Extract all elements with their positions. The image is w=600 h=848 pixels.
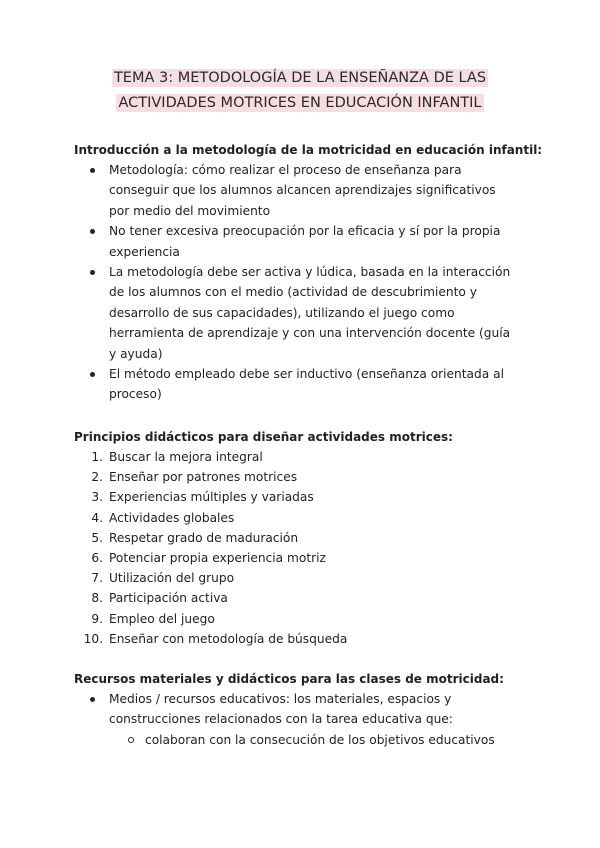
list-text: Participación activa — [109, 591, 228, 606]
intro-section — [74, 140, 544, 405]
list-number: 4. — [91, 510, 103, 525]
text-line: desarrollo de sus capacidades), utilizando el juego como — [109, 305, 455, 320]
intro-bullet-list — [74, 160, 544, 405]
list-number: 3. — [91, 490, 103, 505]
text-line: No tener excesiva preocupación por la eficacia y sí por la propia — [109, 224, 501, 239]
document-title — [0, 66, 600, 116]
list-item — [74, 629, 544, 649]
list-number: 7. — [91, 571, 103, 586]
list-item — [74, 467, 544, 487]
list-text: Enseñar por patrones motrices — [109, 470, 298, 485]
list-item — [74, 221, 544, 262]
recursos-sub-list — [74, 730, 544, 750]
text-line: La metodología debe ser activa y lúdica, basada en la interacción — [109, 265, 511, 280]
bullet-dot-icon — [90, 270, 95, 275]
list-number: 10. — [83, 631, 103, 646]
list-item — [74, 568, 544, 588]
list-item — [74, 447, 544, 467]
text-line: colaboran con la consecución de los objetivos educativos — [145, 732, 495, 747]
title-line-2: ACTIVIDADES MOTRICES EN EDUCACIÓN INFANTIL — [118, 95, 482, 111]
list-text: Utilización del grupo — [109, 571, 235, 586]
bullet-dot-icon — [90, 697, 95, 702]
text-line: por medio del movimiento — [109, 203, 271, 218]
principios-list — [74, 447, 544, 649]
list-number: 9. — [91, 611, 103, 626]
principios-heading: Principios didácticos para diseñar actividades motrices: — [74, 430, 453, 444]
text-line: experiencia — [109, 244, 180, 259]
list-text: Enseñar con metodología de búsqueda — [109, 631, 348, 646]
sub-list-item — [74, 730, 544, 750]
text-line: proceso) — [109, 387, 162, 402]
list-number: 2. — [91, 470, 103, 485]
bullet-dot-icon — [90, 372, 95, 377]
recursos-heading: Recursos materiales y didácticos para las clases de motricidad: — [74, 672, 504, 686]
text-line: y ayuda) — [109, 346, 163, 361]
title-line-1: TEMA 3: METODOLOGÍA DE LA ENSEÑANZA DE LAS — [113, 70, 487, 86]
text-line: Medios / recursos educativos: los materiales, espacios y — [109, 692, 452, 706]
list-item — [74, 689, 544, 730]
list-number: 5. — [91, 530, 103, 545]
list-text: Empleo del juego — [109, 611, 215, 626]
text-line: conseguir que los alumnos alcancen aprendizajes significativos — [109, 183, 496, 198]
list-number: 6. — [91, 551, 103, 566]
intro-heading: Introducción a la metodología de la motricidad en educación infantil: — [74, 143, 543, 157]
list-item — [74, 262, 544, 364]
list-item — [74, 160, 544, 221]
list-text: Potenciar propia experiencia motriz — [109, 551, 326, 566]
bullet-dot-icon — [90, 229, 95, 234]
list-text: Experiencias múltiples y variadas — [109, 490, 314, 505]
list-item — [74, 548, 544, 568]
list-item — [74, 487, 544, 507]
list-item — [74, 609, 544, 629]
list-number: 1. — [91, 450, 103, 464]
text-line: de los alumnos con el medio (actividad de descubrimiento y — [109, 285, 477, 300]
recursos-section — [74, 669, 544, 750]
list-item — [74, 588, 544, 608]
recursos-bullet-list — [74, 689, 544, 730]
text-line: construcciones relacionados con la tarea educativa que: — [109, 712, 453, 727]
bullet-dot-icon — [90, 168, 95, 173]
list-item — [74, 508, 544, 528]
list-number: 8. — [91, 591, 103, 606]
principios-section — [74, 427, 544, 649]
list-text: Respetar grado de maduración — [109, 530, 299, 545]
list-text: Actividades globales — [109, 510, 235, 525]
text-line: El método empleado debe ser inductivo (enseñanza orientada al — [109, 367, 504, 382]
text-line: Metodología: cómo realizar el proceso de enseñanza para — [109, 163, 462, 177]
list-item — [74, 364, 544, 405]
list-text: Buscar la mejora integral — [109, 450, 263, 464]
list-item — [74, 528, 544, 548]
text-line: herramienta de aprendizaje y con una intervención docente (guía — [109, 326, 511, 341]
hollow-bullet-icon — [128, 737, 134, 743]
